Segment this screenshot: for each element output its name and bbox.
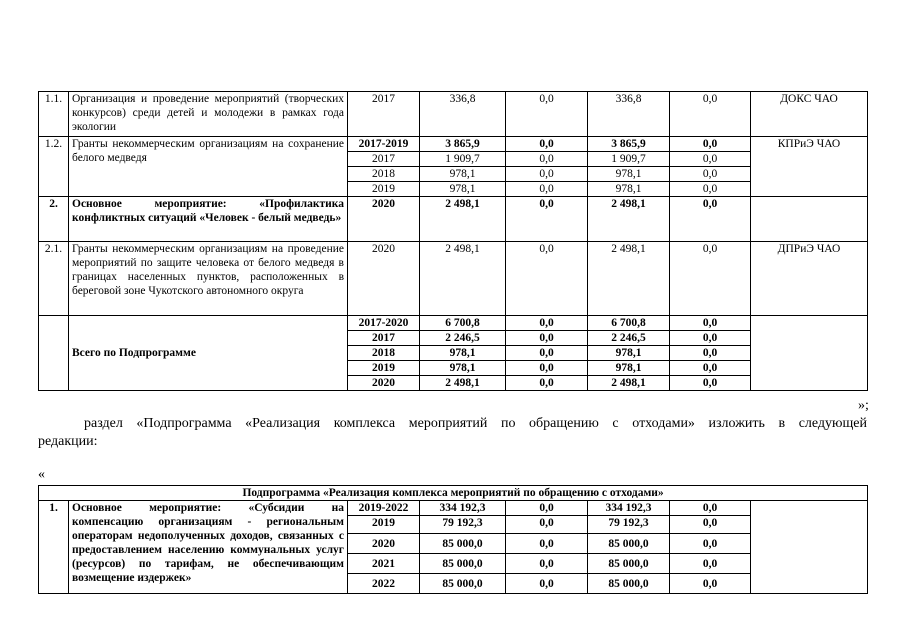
executor-cell: ДПРиЭ ЧАО bbox=[751, 242, 868, 316]
total-cell: 978,1 bbox=[420, 361, 506, 376]
table-row bbox=[39, 197, 868, 242]
other-cell: 0,0 bbox=[670, 331, 751, 346]
activity-name: Организация и проведение мероприятий (творческих конкурсов) среди детей и молодежи в рамках года экологии bbox=[69, 92, 348, 137]
okrug-cell: 3 865,9 bbox=[588, 137, 670, 152]
other-cell: 0,0 bbox=[670, 92, 751, 137]
year-cell: 2019 bbox=[348, 182, 420, 197]
subprogram-header: Подпрограмма «Реализация комплекса мероприятий по обращению с отходами» bbox=[39, 486, 868, 501]
total-cell: 978,1 bbox=[420, 182, 506, 197]
other-cell: 0,0 bbox=[670, 197, 751, 242]
other-cell: 0,0 bbox=[670, 152, 751, 167]
federal-cell: 0,0 bbox=[506, 554, 588, 574]
other-cell: 0,0 bbox=[670, 242, 751, 316]
other-cell: 0,0 bbox=[670, 167, 751, 182]
okrug-cell: 85 000,0 bbox=[588, 554, 670, 574]
year-cell: 2020 bbox=[348, 534, 420, 554]
okrug-cell: 2 246,5 bbox=[588, 331, 670, 346]
total-cell: 85 000,0 bbox=[420, 534, 506, 554]
table-row bbox=[39, 92, 868, 137]
year-cell: 2017 bbox=[348, 331, 420, 346]
executor-cell bbox=[751, 316, 868, 391]
okrug-cell: 79 192,3 bbox=[588, 516, 670, 534]
total-cell: 3 865,9 bbox=[420, 137, 506, 152]
year-cell: 2017 bbox=[348, 152, 420, 167]
table-row bbox=[39, 242, 868, 316]
total-cell: 85 000,0 bbox=[420, 574, 506, 594]
other-cell: 0,0 bbox=[670, 574, 751, 594]
executor-cell: КПРиЭ ЧАО bbox=[751, 137, 868, 197]
year-cell: 2020 bbox=[348, 242, 420, 316]
other-cell: 0,0 bbox=[670, 534, 751, 554]
federal-cell: 0,0 bbox=[506, 361, 588, 376]
table-header-row bbox=[39, 486, 868, 501]
other-cell: 0,0 bbox=[670, 501, 751, 516]
federal-cell: 0,0 bbox=[506, 137, 588, 152]
year-cell: 2017-2020 bbox=[348, 316, 420, 331]
okrug-cell: 2 498,1 bbox=[588, 376, 670, 391]
okrug-cell: 978,1 bbox=[588, 346, 670, 361]
federal-cell: 0,0 bbox=[506, 152, 588, 167]
federal-cell: 0,0 bbox=[506, 242, 588, 316]
federal-cell: 0,0 bbox=[506, 331, 588, 346]
paragraph-line-1: раздел «Подпрограмма «Реализация комплекса мероприятий по обращению с отходами» изложить в следующей bbox=[84, 416, 867, 431]
year-cell: 2019 bbox=[348, 361, 420, 376]
row-number: 1. bbox=[39, 501, 69, 594]
year-cell: 2022 bbox=[348, 574, 420, 594]
federal-cell: 0,0 bbox=[506, 182, 588, 197]
federal-cell: 0,0 bbox=[506, 346, 588, 361]
program-table bbox=[38, 91, 868, 391]
total-cell: 85 000,0 bbox=[420, 554, 506, 574]
federal-cell: 0,0 bbox=[506, 534, 588, 554]
total-cell: 978,1 bbox=[420, 167, 506, 182]
activity-name: Гранты некоммерческим организациям на сохранение белого медведя bbox=[69, 137, 348, 197]
other-cell: 0,0 bbox=[670, 346, 751, 361]
closing-quote: »; bbox=[858, 398, 869, 413]
total-cell: 2 498,1 bbox=[420, 197, 506, 242]
federal-cell: 0,0 bbox=[506, 501, 588, 516]
okrug-cell: 978,1 bbox=[588, 167, 670, 182]
okrug-cell: 6 700,8 bbox=[588, 316, 670, 331]
year-cell: 2018 bbox=[348, 167, 420, 182]
okrug-cell: 85 000,0 bbox=[588, 574, 670, 594]
total-cell: 79 192,3 bbox=[420, 516, 506, 534]
table-row bbox=[39, 137, 868, 152]
okrug-cell: 1 909,7 bbox=[588, 152, 670, 167]
okrug-cell: 978,1 bbox=[588, 182, 670, 197]
other-cell: 0,0 bbox=[670, 316, 751, 331]
year-cell: 2017-2019 bbox=[348, 137, 420, 152]
total-cell: 2 498,1 bbox=[420, 376, 506, 391]
year-cell: 2021 bbox=[348, 554, 420, 574]
executor-cell: ДОКС ЧАО bbox=[751, 92, 868, 137]
total-cell: 1 909,7 bbox=[420, 152, 506, 167]
row-number: 1.2. bbox=[39, 137, 69, 197]
table-row bbox=[39, 316, 868, 331]
total-cell: 334 192,3 bbox=[420, 501, 506, 516]
paragraph-line-2: редакции: bbox=[38, 434, 98, 449]
activity-name: Основное мероприятие: «Профилактика конфликтных ситуаций «Человек - белый медведь» bbox=[69, 197, 348, 242]
activity-name: Гранты некоммерческим организациям на проведение мероприятий по защите человека от белого медведя в границах населенных пунктов, расположенных в береговой зоне Чукотского автономного округа bbox=[69, 242, 348, 316]
year-cell: 2019 bbox=[348, 516, 420, 534]
okrug-cell: 2 498,1 bbox=[588, 197, 670, 242]
other-cell: 0,0 bbox=[670, 516, 751, 534]
other-cell: 0,0 bbox=[670, 361, 751, 376]
total-label: Всего по Подпрограмме bbox=[69, 316, 348, 391]
row-number bbox=[39, 316, 69, 391]
okrug-cell: 978,1 bbox=[588, 361, 670, 376]
table-row bbox=[39, 501, 868, 516]
row-number: 2.1. bbox=[39, 242, 69, 316]
federal-cell: 0,0 bbox=[506, 574, 588, 594]
year-cell: 2018 bbox=[348, 346, 420, 361]
year-cell: 2020 bbox=[348, 376, 420, 391]
total-cell: 2 246,5 bbox=[420, 331, 506, 346]
federal-cell: 0,0 bbox=[506, 92, 588, 137]
activity-name: Основное мероприятие: «Субсидии на компенсацию организациям - региональным операторам недополученных доходов, связанных с предоставлением населению коммунальных услуг (ресурсов) по тарифам, не обеспечивающим возмещение издержек» bbox=[69, 501, 348, 594]
okrug-cell: 85 000,0 bbox=[588, 534, 670, 554]
federal-cell: 0,0 bbox=[506, 516, 588, 534]
total-cell: 2 498,1 bbox=[420, 242, 506, 316]
other-cell: 0,0 bbox=[670, 182, 751, 197]
other-cell: 0,0 bbox=[670, 376, 751, 391]
okrug-cell: 334 192,3 bbox=[588, 501, 670, 516]
federal-cell: 0,0 bbox=[506, 376, 588, 391]
executor-cell bbox=[751, 501, 868, 594]
federal-cell: 0,0 bbox=[506, 316, 588, 331]
okrug-cell: 2 498,1 bbox=[588, 242, 670, 316]
year-cell: 2017 bbox=[348, 92, 420, 137]
total-cell: 6 700,8 bbox=[420, 316, 506, 331]
year-cell: 2019-2022 bbox=[348, 501, 420, 516]
total-cell: 978,1 bbox=[420, 346, 506, 361]
row-number: 1.1. bbox=[39, 92, 69, 137]
executor-cell bbox=[751, 197, 868, 242]
other-cell: 0,0 bbox=[670, 554, 751, 574]
okrug-cell: 336,8 bbox=[588, 92, 670, 137]
federal-cell: 0,0 bbox=[506, 197, 588, 242]
total-cell: 336,8 bbox=[420, 92, 506, 137]
row-number: 2. bbox=[39, 197, 69, 242]
other-cell: 0,0 bbox=[670, 137, 751, 152]
year-cell: 2020 bbox=[348, 197, 420, 242]
federal-cell: 0,0 bbox=[506, 167, 588, 182]
waste-subprogram-table bbox=[38, 485, 868, 594]
opening-quote: « bbox=[38, 467, 45, 482]
